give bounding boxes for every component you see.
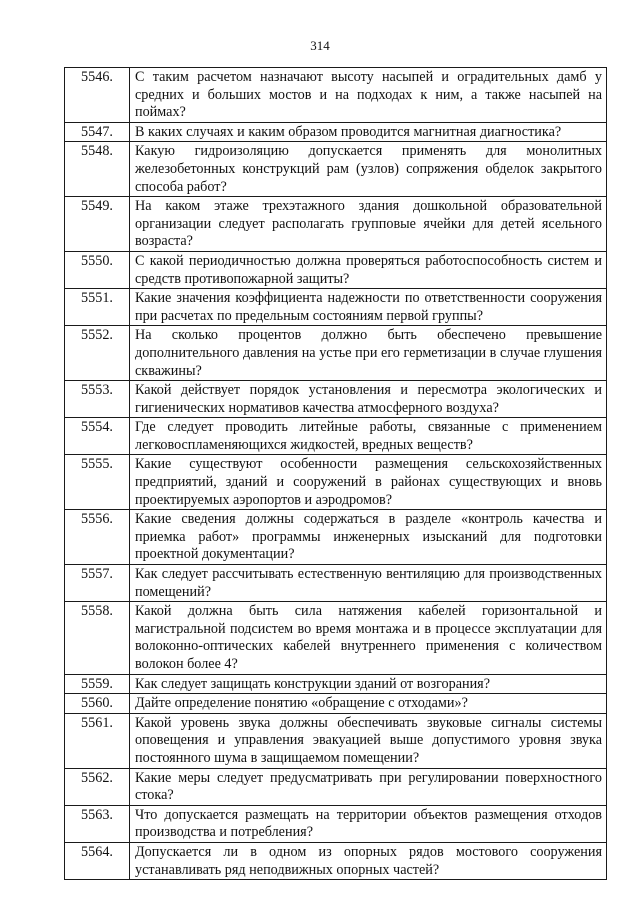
question-text: На каком этаже трехэтажного здания дошкольной образовательной организации следует располагать групповые ячейки для детей ясельного возраста? (130, 197, 607, 252)
question-row (65, 510, 607, 565)
question-number: 5560. (65, 694, 130, 714)
question-number: 5547. (65, 122, 130, 142)
question-row (65, 768, 607, 805)
question-row (65, 418, 607, 455)
question-number: 5552. (65, 326, 130, 381)
question-text: Как следует рассчитывать естественную вентиляцию для производственных помещений? (130, 565, 607, 602)
question-row (65, 122, 607, 142)
question-text: Допускается ли в одном из опорных рядов мостового сооружения устанавливать ряд неподвижных опорных частей? (130, 842, 607, 879)
question-row (65, 602, 607, 674)
question-text: Что допускается размещать на территории объектов размещения отходов производства и потребления? (130, 805, 607, 842)
question-number: 5558. (65, 602, 130, 674)
question-row (65, 68, 607, 123)
question-number: 5557. (65, 565, 130, 602)
question-number: 5546. (65, 68, 130, 123)
question-text: Дайте определение понятию «обращение с отходами»? (130, 694, 607, 714)
question-row (65, 381, 607, 418)
question-number: 5564. (65, 842, 130, 879)
question-number: 5563. (65, 805, 130, 842)
question-row (65, 289, 607, 326)
question-text: Где следует проводить литейные работы, связанные с применением легковоспламеняющихся жидкостей, вредных веществ? (130, 418, 607, 455)
question-text: В каких случаях и каким образом проводится магнитная диагностика? (130, 122, 607, 142)
question-text: Какой действует порядок установления и пересмотра экологических и гигиенических нормативов качества атмосферного воздуха? (130, 381, 607, 418)
question-row (65, 142, 607, 197)
question-text: Какой должна быть сила натяжения кабелей горизонтальной и магистральной подсистем во время монтажа и в процессе эксплуатации для волоконно-оптических кабелей внутреннего применения с количеством волокон более 4? (130, 602, 607, 674)
question-number: 5555. (65, 455, 130, 510)
question-text: С таким расчетом назначают высоту насыпей и оградительных дамб у средних и больших мостов и на подходах к ним, а также насыпей на поймах? (130, 68, 607, 123)
question-number: 5554. (65, 418, 130, 455)
question-number: 5562. (65, 768, 130, 805)
question-row (65, 805, 607, 842)
page-number: 314 (310, 38, 330, 53)
question-number: 5559. (65, 674, 130, 694)
question-row (65, 197, 607, 252)
question-text: Какой уровень звука должны обеспечивать звуковые сигналы системы оповещения и управления эвакуацией выше допустимого уровня звука постоянного шума в защищаемом помещении? (130, 713, 607, 768)
questions-table (64, 67, 607, 880)
question-number: 5561. (65, 713, 130, 768)
questions-table-body (65, 68, 607, 880)
question-number: 5551. (65, 289, 130, 326)
question-text: Какие значения коэффициента надежности по ответственности сооружения при расчетах по предельным состояниям первой группы? (130, 289, 607, 326)
question-row (65, 326, 607, 381)
question-row (65, 251, 607, 288)
question-text: Какую гидроизоляцию допускается применять для монолитных железобетонных конструкций рам (узлов) сопряжения обделок закрытого способа работ? (130, 142, 607, 197)
question-text: Как следует защищать конструкции зданий от возгорания? (130, 674, 607, 694)
question-number: 5553. (65, 381, 130, 418)
question-row (65, 694, 607, 714)
question-text: Какие существуют особенности размещения сельскохозяйственных предприятий, зданий и сооружений в районах существующих и вновь проектируемых аэропортов и аэродромов? (130, 455, 607, 510)
question-row (65, 842, 607, 879)
question-number: 5549. (65, 197, 130, 252)
question-text: Какие сведения должны содержаться в разделе «контроль качества и приемка работ» программы инженерных изысканий для подготовки проектной документации? (130, 510, 607, 565)
question-row (65, 674, 607, 694)
question-row (65, 565, 607, 602)
question-number: 5556. (65, 510, 130, 565)
question-number: 5550. (65, 251, 130, 288)
question-row (65, 713, 607, 768)
question-text: С какой периодичностью должна проверяться работоспособность систем и средств противопожарной защиты? (130, 251, 607, 288)
question-row (65, 455, 607, 510)
question-text: Какие меры следует предусматривать при регулировании поверхностного стока? (130, 768, 607, 805)
question-number: 5548. (65, 142, 130, 197)
question-text: На сколько процентов должно быть обеспечено превышение дополнительного давления на устье при его герметизации в случае глушения скважины? (130, 326, 607, 381)
